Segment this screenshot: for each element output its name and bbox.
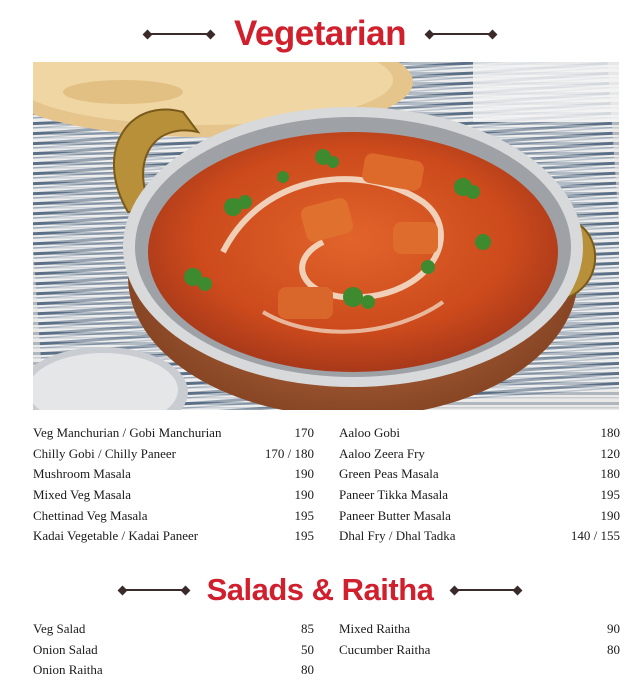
item-name: Dhal Fry / Dhal Tadka — [339, 528, 456, 544]
vegetarian-left-column — [33, 423, 314, 547]
menu-item — [339, 423, 620, 444]
item-name: Mixed Raitha — [339, 621, 411, 636]
item-price: 190 — [294, 487, 314, 503]
menu-item — [339, 640, 620, 661]
item-name: Mixed Veg Masala — [33, 487, 131, 503]
item-name: Veg Manchurian / Gobi Manchurian — [33, 425, 222, 440]
item-name: Onion Raitha — [33, 662, 103, 678]
curry-bowl-photo — [33, 62, 619, 410]
item-price: 190 — [294, 466, 314, 482]
salads-left-column — [33, 619, 314, 681]
item-name: Mushroom Masala — [33, 466, 131, 482]
salads-right-column — [339, 619, 620, 660]
item-price: 170 — [294, 425, 314, 440]
item-name: Paneer Tikka Masala — [339, 487, 449, 503]
menu-item — [33, 660, 314, 681]
menu-item — [339, 619, 620, 640]
item-price: 120 — [600, 445, 620, 461]
section-title-vegetarian: Vegetarian — [233, 14, 407, 53]
menu-item — [339, 506, 620, 527]
item-price: 90 — [607, 621, 620, 636]
item-price: 190 — [600, 507, 620, 523]
vegetarian-right-column — [339, 423, 620, 547]
menu-item — [33, 444, 314, 465]
item-name: Aaloo Zeera Fry — [339, 445, 425, 461]
item-price: 195 — [600, 487, 620, 503]
item-price: 170 / 180 — [264, 445, 314, 461]
item-name: Green Peas Masala — [339, 466, 439, 482]
right-ornament — [451, 587, 521, 594]
item-price: 195 — [294, 528, 314, 544]
item-name: Paneer Butter Masala — [339, 507, 451, 523]
menu-item — [33, 640, 314, 661]
right-ornament — [426, 31, 496, 38]
item-price: 85 — [301, 621, 314, 636]
menu-item — [33, 526, 314, 547]
item-name: Kadai Vegetable / Kadai Paneer — [33, 528, 199, 544]
item-name: Aaloo Gobi — [339, 425, 401, 440]
item-name: Veg Salad — [33, 621, 86, 636]
item-name: Chettinad Veg Masala — [33, 507, 148, 523]
menu-item — [339, 485, 620, 506]
vegetarian-heading — [0, 14, 640, 54]
menu-item — [33, 619, 314, 640]
menu-item — [339, 526, 620, 547]
menu-item — [33, 506, 314, 527]
item-name: Onion Salad — [33, 641, 98, 657]
left-ornament — [119, 587, 189, 594]
left-ornament — [144, 31, 214, 38]
section-title-salads: Salads & Raitha — [206, 572, 434, 607]
salads-heading — [0, 572, 640, 608]
item-price: 195 — [294, 507, 314, 523]
item-name: Chilly Gobi / Chilly Paneer — [33, 445, 176, 461]
menu-item — [33, 464, 314, 485]
item-price: 80 — [301, 662, 314, 678]
item-name: Cucumber Raitha — [339, 641, 431, 657]
menu-item — [33, 423, 314, 444]
item-price: 50 — [301, 641, 314, 657]
item-price: 180 — [600, 425, 620, 440]
menu-item — [33, 485, 314, 506]
menu-item — [339, 444, 620, 465]
item-price: 140 / 155 — [570, 528, 620, 544]
item-price: 180 — [600, 466, 620, 482]
item-price: 80 — [607, 641, 620, 657]
menu-item — [339, 464, 620, 485]
